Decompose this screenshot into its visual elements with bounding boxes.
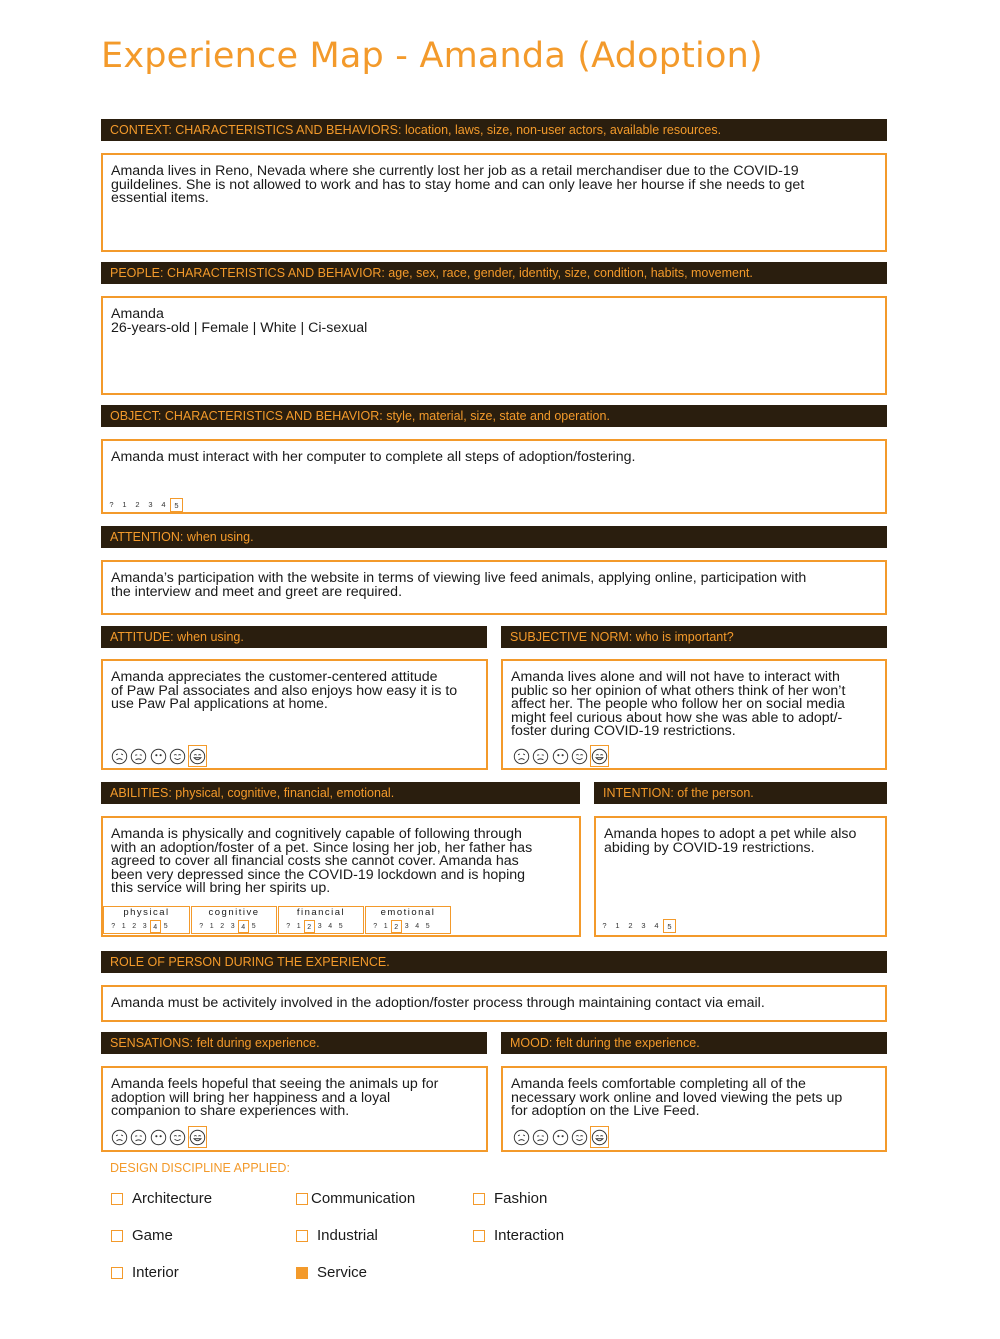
scale-value: 5 — [170, 498, 183, 512]
grin-face-icon — [590, 1126, 609, 1148]
intention-header: INTENTION: of the person. — [594, 782, 887, 804]
checkbox-square[interactable] — [111, 1230, 123, 1242]
checkbox-square[interactable] — [111, 1193, 123, 1205]
page-title: Experience Map - Amanda (Adoption) — [101, 36, 763, 76]
abilities-header: ABILITIES: physical, cognitive, financial, emotional. — [101, 782, 580, 804]
attitude-text: Amanda appreciates the customer-centered attitude of Paw Pal associates and also enjoys how easy it is to use Paw Pal applications at home. — [111, 669, 458, 713]
checkbox-fashion[interactable] — [473, 1190, 547, 1207]
scale-value: ? — [602, 921, 607, 930]
scale-value: 3 — [317, 922, 322, 930]
attitude-box — [101, 659, 488, 770]
people-box — [101, 296, 887, 395]
smile-face-icon — [169, 747, 187, 765]
checkbox-square[interactable] — [473, 1230, 485, 1242]
mood-header: MOOD: felt during the experience. — [501, 1032, 887, 1054]
checkbox-label: Game — [132, 1227, 173, 1244]
checkbox-label: Industrial — [317, 1227, 378, 1244]
role-header: ROLE OF PERSON DURING THE EXPERIENCE. — [101, 951, 887, 973]
checkbox-label: Interior — [132, 1264, 179, 1281]
sensations-text: Amanda feels hopeful that seeing the animals up for adoption will bring her happiness and a loyal companion to share experiences with. — [111, 1076, 439, 1120]
grin-face-icon — [188, 1126, 207, 1148]
checkbox-interior[interactable] — [111, 1264, 179, 1281]
checkbox-communication[interactable] — [296, 1190, 415, 1207]
tired-face-icon — [110, 747, 128, 765]
design-discipline-title: DESIGN DISCIPLINE APPLIED: — [110, 1161, 290, 1175]
mood-mood-faces — [512, 1126, 611, 1148]
role-text: Amanda must be activitely involved in the adoption/foster process through maintaining contact via email. — [111, 995, 765, 1011]
checkbox-label: Architecture — [132, 1190, 213, 1207]
mood-box — [501, 1066, 887, 1152]
ability-label: physical — [123, 907, 170, 918]
checkbox-interaction[interactable] — [473, 1227, 564, 1244]
scale-value: 2 — [628, 921, 633, 930]
grin-face-icon — [590, 745, 609, 767]
scale-value: 4 — [238, 920, 249, 933]
ability-financial — [278, 906, 364, 934]
checkbox-square[interactable] — [296, 1230, 308, 1242]
sensations-header: SENSATIONS: felt during experience. — [101, 1032, 487, 1054]
ability-label: cognitive — [208, 907, 260, 918]
scale-value: ? — [111, 922, 116, 930]
frown-face-icon — [130, 1128, 148, 1146]
ability-scale — [370, 918, 433, 934]
neutral-face-icon — [551, 1128, 569, 1146]
tired-face-icon — [110, 1128, 128, 1146]
people-text: Amanda 26-years-old | Female | White | Ci-sexual — [111, 306, 368, 336]
scale-value: 1 — [121, 922, 126, 930]
scale-value: 1 — [383, 922, 388, 930]
scale-value: 3 — [142, 922, 147, 930]
role-box — [101, 985, 887, 1022]
ability-cognitive — [191, 906, 277, 934]
scale-value: ? — [373, 922, 378, 930]
tired-face-icon — [512, 1128, 530, 1146]
object-text: Amanda must interact with her computer to complete all steps of adoption/fostering. — [111, 449, 636, 465]
ability-scale — [108, 918, 171, 934]
checkbox-label: Fashion — [494, 1190, 548, 1207]
frown-face-icon — [532, 1128, 550, 1146]
attitude-header: ATTITUDE: when using. — [101, 626, 487, 648]
scale-value: ? — [199, 922, 204, 930]
scale-value: 4 — [415, 922, 420, 930]
checkbox-service[interactable] — [296, 1264, 367, 1281]
smile-face-icon — [571, 1128, 589, 1146]
checkbox-square[interactable] — [473, 1193, 485, 1205]
scale-value: 2 — [304, 920, 315, 933]
ability-scale — [283, 918, 346, 934]
intention-rating-scale — [598, 918, 676, 934]
scale-value: 2 — [132, 922, 137, 930]
scale-value: 5 — [338, 922, 343, 930]
checkbox-square[interactable] — [111, 1267, 123, 1279]
subjective-norm-box — [501, 659, 887, 770]
intention-box — [594, 816, 887, 937]
people-header: PEOPLE: CHARACTERISTICS AND BEHAVIOR: age, sex, race, gender, identity, size, condition, habits, movement. — [101, 262, 887, 284]
neutral-face-icon — [149, 1128, 167, 1146]
scale-value: 5 — [663, 919, 676, 933]
context-text: Amanda lives in Reno, Nevada where she currently lost her job as a retail merchandiser due to the COVID-19 guildelines. She is not allowed to work and has to stay home and can only leave her hourse if she needs to get essential items. — [111, 163, 805, 207]
checkbox-label: Service — [317, 1264, 368, 1281]
scale-value: 1 — [209, 922, 214, 930]
scale-value: 4 — [161, 500, 166, 509]
checkbox-architecture[interactable] — [111, 1190, 212, 1207]
scale-value: 2 — [135, 500, 140, 509]
attention-text: Amanda’s participation with the website in terms of viewing live feed animals, applying online, participation with the interview and meet and greet are required. — [111, 570, 807, 600]
ability-scale — [196, 918, 259, 934]
neutral-face-icon — [551, 747, 569, 765]
abilities-box — [101, 816, 581, 937]
intention-text: Amanda hopes to adopt a pet while also abiding by COVID-19 restrictions. — [604, 826, 857, 856]
smile-face-icon — [571, 747, 589, 765]
scale-value: 5 — [251, 922, 256, 930]
subjective-norm-mood-faces — [512, 745, 611, 767]
sensations-mood-faces — [110, 1126, 209, 1148]
checkbox-industrial[interactable] — [296, 1227, 378, 1244]
checkbox-square[interactable] — [296, 1267, 308, 1279]
scale-value: 3 — [230, 922, 235, 930]
scale-value: 5 — [163, 922, 168, 930]
abilities-text: Amanda is physically and cognitively capable of following through with an adoption/foster of a pet. Since losing her job, her father has agreed to cover all financial costs she cannot cover. Amanda has been very depressed since the COVID-19 lockdown and is hoping this service will bring her spirits up. — [111, 826, 533, 897]
scale-value: 3 — [641, 921, 646, 930]
scale-value: 3 — [148, 500, 153, 509]
checkbox-game[interactable] — [111, 1227, 173, 1244]
frown-face-icon — [532, 747, 550, 765]
attention-box — [101, 560, 887, 615]
context-header: CONTEXT: CHARACTERISTICS AND BEHAVIORS: location, laws, size, non-user actors, available resources. — [101, 119, 887, 141]
subjective-norm-header: SUBJECTIVE NORM: who is important? — [501, 626, 887, 648]
frown-face-icon — [130, 747, 148, 765]
mood-text: Amanda feels comfortable completing all of the necessary work online and loved viewing the pets up for adoption on the Live Feed. — [511, 1076, 843, 1120]
scale-value: ? — [109, 500, 114, 509]
scale-value: 4 — [654, 921, 659, 930]
scale-value: 2 — [220, 922, 225, 930]
checkbox-square[interactable] — [296, 1193, 308, 1205]
ability-label: emotional — [380, 907, 436, 918]
ability-emotional — [365, 906, 451, 934]
scale-value: 1 — [615, 921, 620, 930]
attention-header: ATTENTION: when using. — [101, 526, 887, 548]
smile-face-icon — [169, 1128, 187, 1146]
scale-value: 5 — [425, 922, 430, 930]
scale-value: 4 — [150, 920, 161, 933]
ability-label: financial — [296, 907, 346, 918]
object-header: OBJECT: CHARACTERISTICS AND BEHAVIOR: style, material, size, state and operation. — [101, 405, 887, 427]
checkbox-label: Communication — [311, 1190, 416, 1207]
subjective-norm-text: Amanda lives alone and will not have to interact with public so her opinion of what others think of her won’t affect her. The people who follow her on social media might feel curious about how she was able to adopt/- foster during COVID-19 restrictions. — [511, 669, 846, 740]
scale-value: 3 — [404, 922, 409, 930]
scale-value: 2 — [391, 920, 402, 933]
checkbox-label: Interaction — [494, 1227, 565, 1244]
object-rating-scale — [105, 497, 183, 513]
attitude-mood-faces — [110, 745, 209, 767]
scale-value: 1 — [122, 500, 127, 509]
scale-value: 1 — [296, 922, 301, 930]
object-box — [101, 439, 887, 514]
scale-value: 4 — [328, 922, 333, 930]
neutral-face-icon — [149, 747, 167, 765]
grin-face-icon — [188, 745, 207, 767]
ability-physical — [103, 906, 190, 934]
context-box — [101, 153, 887, 252]
sensations-box — [101, 1066, 488, 1152]
scale-value: ? — [286, 922, 291, 930]
tired-face-icon — [512, 747, 530, 765]
